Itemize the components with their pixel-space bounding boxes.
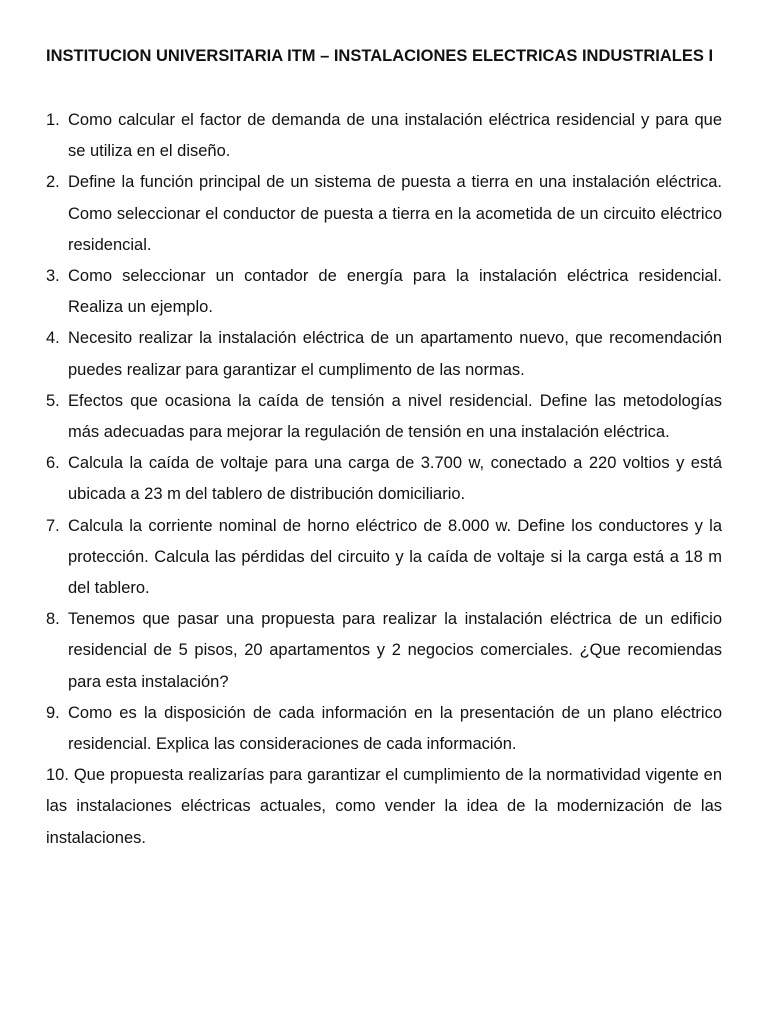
question-number: 1. — [46, 111, 60, 129]
question-number: 6. — [46, 454, 60, 473]
list-item — [46, 167, 722, 261]
question-text: Define la función principal de un sistema de puesta a tierra en una instalación eléctrica. Como seleccionar el conductor de puesta a tierra en la acometida de un circuito eléctrico residencial. — [68, 173, 722, 254]
question-number: 4. — [46, 329, 60, 348]
list-item — [46, 105, 722, 167]
question-number: 2. — [46, 173, 60, 192]
document-title: INSTITUCION UNIVERSITARIA ITM – INSTALACIONES ELECTRICAS INDUSTRIALES I — [46, 47, 714, 65]
question-text-10: 10. Que propuesta realizarías para garantizar el cumplimiento de la normatividad vigente en las instalaciones eléctricas actuales, como vender la idea de la modernización de las instalaciones. — [46, 766, 722, 847]
question-number: 8. — [46, 610, 60, 629]
list-item — [46, 511, 722, 605]
list-item — [46, 604, 722, 698]
title-spacer — [46, 72, 722, 105]
question-number: 5. — [46, 391, 60, 410]
question-text: Tenemos que pasar una propuesta para realizar la instalación eléctrica de un edificio residencial de 5 pisos, 20 apartamentos y 2 negocios comerciales. ¿Que recomiendas para esta instalación? — [68, 610, 722, 691]
list-item — [46, 448, 722, 510]
list-item — [46, 386, 722, 448]
question-list — [46, 105, 722, 760]
question-text: Calcula la caída de voltaje para una carga de 3.700 w, conectado a 220 voltios y está ubicada a 23 m del tablero de distribución domiciliario. — [68, 454, 722, 504]
question-text: Necesito realizar la instalación eléctrica de un apartamento nuevo, que recomendación puedes realizar para garantizar el cumplimento de las normas. — [68, 329, 722, 379]
question-text: Como calcular el factor de demanda de una instalación eléctrica residencial y para que se utiliza en el diseño. — [68, 111, 722, 161]
question-text: Como seleccionar un contador de energía para la instalación eléctrica residencial. Realiza un ejemplo. — [68, 267, 722, 317]
question-number: 7. — [46, 516, 60, 535]
question-number: 3. — [46, 267, 60, 286]
question-text: Efectos que ocasiona la caída de tensión a nivel residencial. Define las metodologías más adecuadas para mejorar la regulación de tensión en una instalación eléctrica. — [68, 391, 722, 442]
question-text: Como es la disposición de cada información en la presentación de un plano eléctrico residencial. Explica las consideraciones de cada información. — [68, 703, 722, 754]
question-text: Calcula la corriente nominal de horno eléctrico de 8.000 w. Define los conductores y la protección. Calcula las pérdidas del circuito y la caída de voltaje si la carga está a 18 m del tablero. — [68, 516, 722, 598]
list-item — [46, 261, 722, 323]
question-number: 9. — [46, 703, 60, 722]
list-item — [46, 323, 722, 385]
list-item — [46, 698, 722, 760]
